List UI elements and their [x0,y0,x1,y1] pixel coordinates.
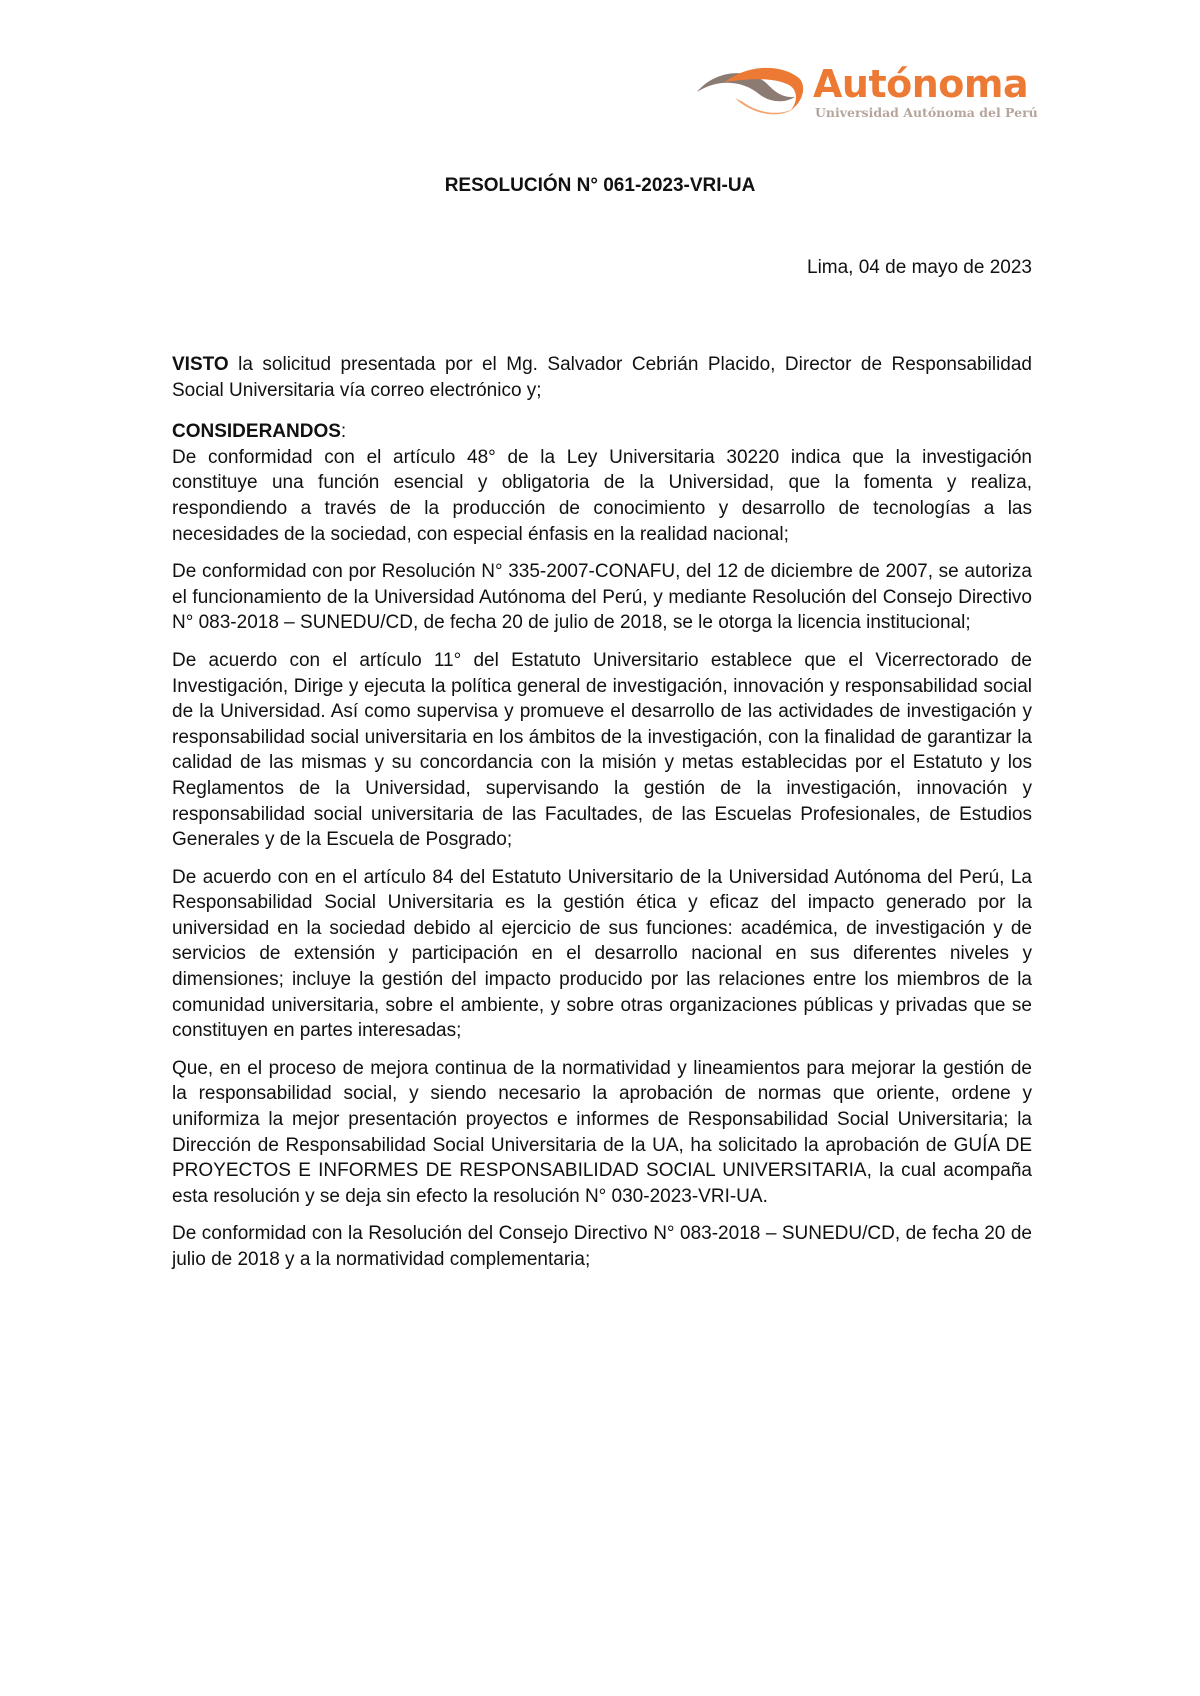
considerando-paragraph-1: De conformidad con el artículo 48° de la Ley Universitaria 30220 indica que la investigación constituye una función esencial y obligatoria de la Universidad, que la fomenta y realiza, respondiendo a través de la producción de conocimiento y desarrollo de tecnologías a las necesidades de la sociedad, con especial énfasis en la realidad nacional; [172,446,1032,545]
considerandos-label: CONSIDERANDOS [172,421,341,443]
resolution-title: RESOLUCIÓN N° 061-2023-VRI-UA [444,175,756,196]
logo-name: Autónoma [813,62,1029,106]
resolution-date: Lima, 04 de mayo de 2023 [807,257,1032,278]
university-logo [695,62,1038,124]
visto-text: la solicitud presentada por el Mg. Salvador Cebrián Placido, Director de Responsabilidad Social Universitaria vía correo electrónico y; [172,354,1032,401]
considerandos-heading [172,419,1032,445]
visto-label: VISTO [172,354,229,375]
considerando-paragraph-2: De conformidad con por Resolución N° 335-2007-CONAFU, del 12 de diciembre de 2007, se autoriza el funcionamiento de la Universidad Autónoma del Perú, y mediante Resolución del Consejo Directivo N° 083-2018 – SUNEDU/CD, de fecha 20 de julio de 2018, se le otorga la licencia institucional; [172,561,1032,634]
logo-subtitle: Universidad Autónoma del Perú [815,105,1038,120]
logo-swoosh-icon [695,64,807,120]
document-body [172,352,1032,1285]
considerando-paragraph-3: De acuerdo con el artículo 11° del Estatuto Universitario establece que el Vicerrectorado de Investigación, Dirige y ejecuta la política general de investigación, innovación y responsabilidad social de la Universidad. Así como supervisa y promueve el desarrollo de las actividades de investigación y responsabilidad social universitaria en los ámbitos de la investigación, con la finalidad de garantizar la calidad de las mismas y su concordancia con la misión y metas establecidas por el Estatuto y los Reglamentos de la Universidad, supervisando la gestión de la investigación, innovación y responsabilidad social universitaria de las Facultades, de las Escuelas Profesionales, de Estudios Generales y de la Escuela de Posgrado; [172,649,1032,851]
considerando-paragraph-5: Que, en el proceso de mejora continua de la normatividad y lineamientos para mejorar la gestión de la responsabilidad social, y siendo necesario la aprobación de normas que oriente, ordene y uniformiza la mejor presentación proyectos e informes de Responsabilidad Social Universitaria; la Dirección de Responsabilidad Social Universitaria de la UA, ha solicitado la aprobación de GUÍA DE PROYECTOS E INFORMES DE RESPONSABILIDAD SOCIAL UNIVERSITARIA, la cual acompaña esta resolución y se deja sin efecto la resolución N° 030-2023-VRI-UA. [172,1057,1032,1207]
considerando-paragraph-4: De acuerdo con en el artículo 84 del Estatuto Universitario de la Universidad Autónoma del Perú, La Responsabilidad Social Universitaria es la gestión ética y eficaz del impacto generado por la universidad en la sociedad debido al ejercicio de sus funciones: académica, de investigación y de servicios de extensión y participación en el desarrollo nacional en sus diferentes niveles y dimensiones; incluye la gestión del impacto producido por las relaciones entre los miembros de la comunidad universitaria, sobre el ambiente, y sobre otras organizaciones públicas y privadas que se constituyen en partes interesadas; [172,866,1032,1042]
considerandos-colon: : [340,421,347,443]
visto-paragraph [172,352,1032,403]
considerando-paragraph-6: De conformidad con la Resolución del Consejo Directivo N° 083-2018 – SUNEDU/CD, de fecha 20 de julio de 2018 y a la normatividad complementaria; [172,1223,1032,1270]
